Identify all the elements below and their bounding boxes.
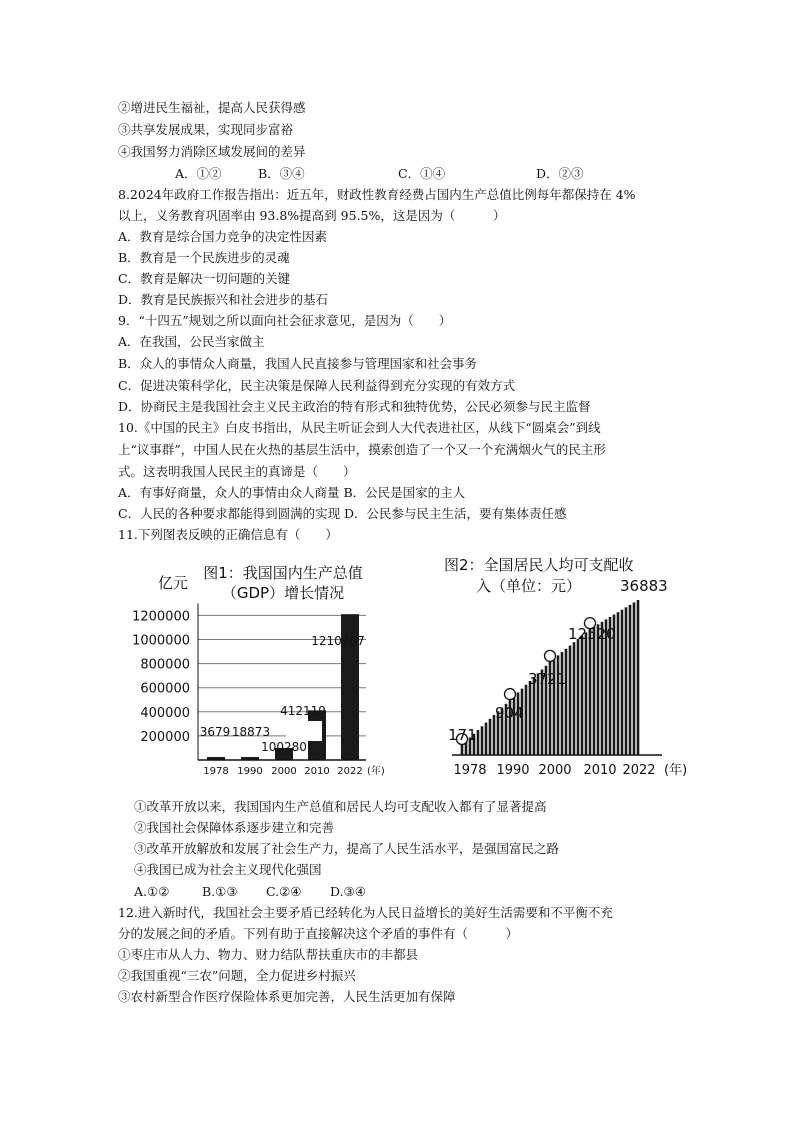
- income-chart-title-line1: 图2：全国居民人均可支配收: [444, 556, 634, 574]
- gdp-chart-ylabel: 亿元: [158, 574, 189, 592]
- q10-options-line2: C．人民的各种要求都能得到圆满的实现 D．公民参与民主生活，要有集体责任感: [118, 506, 567, 521]
- q7-item-4: ④我国努力消除区域发展间的差异: [118, 144, 306, 159]
- gdp-y-tick-label: 200000: [140, 729, 190, 745]
- income-x-tick-1990: 1990: [496, 763, 530, 778]
- gdp-x-tick-2000: 2000: [271, 766, 297, 777]
- q8-option-c: C．教育是解决一切问题的关键: [118, 271, 291, 286]
- gdp-chart-title-line1: 图1：我国国内生产总值: [203, 564, 363, 582]
- q7-option-a: A．①②: [175, 166, 222, 181]
- income-bar: [581, 636, 584, 755]
- gdp-value-label-1990: 18873: [231, 725, 271, 739]
- income-bar: [629, 605, 632, 755]
- income-x-tick-1978: 1978: [453, 763, 487, 778]
- income-value-label-2000: 3721: [528, 670, 567, 688]
- gdp-x-tick-2022: 2022: [337, 766, 363, 777]
- q10-stem-line3: 式。这表明我国人民民主的真谛是（ ）: [118, 464, 356, 479]
- q9-option-b: B．众人的事情众人商量，我国人民直接参与管理国家和社会事务: [118, 356, 478, 371]
- q12-item-2: ②我国重视“三农”问题，全力促进乡村振兴: [118, 968, 356, 983]
- income-value-label-2022: 36883: [620, 577, 668, 595]
- q8-option-a: A．教育是综合国力竞争的决定性因素: [118, 229, 328, 244]
- income-bar: [625, 607, 628, 755]
- income-bar: [525, 685, 528, 755]
- income-value-label-2010: 12520: [568, 625, 616, 643]
- q11-item-2: ②我国社会保障体系逐步建立和完善: [134, 820, 335, 835]
- q7-item-2: ②增进民生福祉，提高人民获得感: [118, 100, 306, 115]
- income-x-tick-2010: 2010: [583, 763, 617, 778]
- q7-option-d: D．②③: [536, 166, 584, 181]
- income-bar: [621, 610, 624, 755]
- income-bar: [585, 632, 588, 755]
- q11-option-a: A.①②: [134, 884, 170, 899]
- q7-option-c: C．①④: [398, 166, 446, 181]
- income-point-1990: [505, 689, 516, 700]
- gdp-y-tick-label: 800000: [140, 657, 190, 673]
- q10-stem-line2: 上“议事群”，中国人民在火热的基层生活中，摸索创造了一个又一个充满烟火气的民主形: [118, 442, 606, 457]
- income-bar: [593, 627, 596, 755]
- q11-option-c: C.②④: [266, 884, 302, 899]
- q7-option-b: B．③④: [258, 166, 305, 181]
- income-bar: [633, 602, 636, 755]
- income-x-tick-2022: 2022: [622, 763, 656, 778]
- income-bar-chart: [440, 550, 700, 790]
- gdp-y-tick-label: 1000000: [132, 633, 190, 649]
- income-value-label-1990: 904: [495, 704, 524, 722]
- q10-stem-line1: 10.《中国的民主》白皮书指出，从民主听证会到人大代表进社区，从线下“圆桌会”到线: [118, 420, 601, 435]
- gdp-x-tick-2010: 2010: [304, 766, 330, 777]
- gdp-bar-chart: [110, 550, 410, 790]
- income-bar: [565, 649, 568, 755]
- income-bar: [617, 612, 620, 755]
- q9-option-d: D．协商民主是我国社会主义民主政治的特有形式和独特优势，公民必须参与民主监督: [118, 399, 591, 414]
- income-bar: [481, 726, 484, 755]
- income-bar: [461, 745, 464, 755]
- income-bar: [529, 681, 532, 755]
- q9-option-a: A．在我国，公民当家做主: [118, 334, 265, 349]
- income-bar: [637, 600, 640, 755]
- gdp-label-box: [286, 721, 322, 741]
- income-chart-xlabel: (年): [664, 763, 688, 778]
- q8-stem-line2: 以上，义务教育巩固率由 93.8%提高到 95.5%，这是因为（ ）: [118, 208, 506, 223]
- q12-item-3: ③农村新型合作医疗保险体系更加完善，人民生活更加有保障: [118, 989, 456, 1004]
- income-point-2000: [545, 650, 556, 661]
- income-bar: [533, 677, 536, 755]
- gdp-y-tick-label: 600000: [140, 681, 190, 697]
- gdp-x-tick-1990: 1990: [237, 766, 263, 777]
- income-bar: [561, 652, 564, 755]
- gdp-value-label-2022: 1210207: [311, 634, 365, 648]
- income-bar: [489, 719, 492, 755]
- gdp-chart-title-line2: （GDP）增长情况: [221, 584, 345, 602]
- gdp-x-tick-1978: 1978: [203, 766, 229, 777]
- income-bar: [485, 723, 488, 755]
- gdp-value-label-2010: 412119: [280, 704, 326, 718]
- q7-item-3: ③共享发展成果，实现同步富裕: [118, 122, 294, 137]
- q11-item-1: ①改革开放以来，我国国内生产总值和居民人均可支配收入都有了显著提高: [134, 799, 547, 814]
- income-bar: [577, 639, 580, 755]
- q11-item-3: ③改革开放解放和发展了社会生产力，提高了人民生活水平，是强国富民之路: [134, 841, 560, 856]
- income-bar: [597, 624, 600, 755]
- q11-option-d: D.③④: [330, 884, 366, 899]
- income-bar: [589, 629, 592, 755]
- q12-stem-line1: 12.进入新时代，我国社会主要矛盾已经转化为人民日益增长的美好生活需要和不平衡不充: [118, 905, 613, 920]
- q9-stem: 9．“十四五”规划之所以面向社会征求意见，是因为（ ）: [118, 313, 452, 328]
- q9-option-c: C．促进决策科学化，民主决策是保障人民利益得到充分实现的有效方式: [118, 378, 516, 393]
- q11-item-4: ④我国已成为社会主义现代化强国: [134, 862, 322, 877]
- q11-option-b: B.①③: [202, 884, 238, 899]
- gdp-value-label-2000: 100280: [261, 740, 307, 754]
- q8-option-d: D．教育是民族振兴和社会进步的基石: [118, 292, 329, 307]
- gdp-y-tick-label: 1200000: [132, 609, 190, 625]
- gdp-chart-xlabel: (年): [367, 766, 385, 777]
- income-value-label-1978: 171: [448, 726, 477, 744]
- income-chart-title-line2: 入（单位：元）: [476, 577, 582, 595]
- q8-option-b: B．教育是一个民族进步的灵魂: [118, 250, 290, 265]
- gdp-y-tick-label: 400000: [140, 705, 190, 721]
- q8-stem-line1: 8.2024年政府工作报告指出：近五年，财政性教育经费占国内生产总值比例每年都保持在 4%: [118, 187, 636, 202]
- q12-item-1: ①枣庄市从人力、物力、财力结队帮扶重庆市的丰都县: [118, 947, 419, 962]
- income-bar: [517, 692, 520, 755]
- income-bar: [569, 646, 572, 755]
- q12-stem-line2: 分的发展之间的矛盾。下列有助于直接解决这个矛盾的事件有（ ）: [118, 926, 519, 941]
- income-bar: [477, 730, 480, 755]
- income-x-tick-2000: 2000: [538, 763, 572, 778]
- income-bar: [573, 642, 576, 755]
- q10-options-line1: A．有事好商量，众人的事情由众人商量 B．公民是国家的主人: [118, 485, 466, 500]
- q11-stem: 11.下列图表反映的正确信息有（ ）: [118, 527, 338, 542]
- gdp-value-label-1978: 3679: [199, 725, 231, 739]
